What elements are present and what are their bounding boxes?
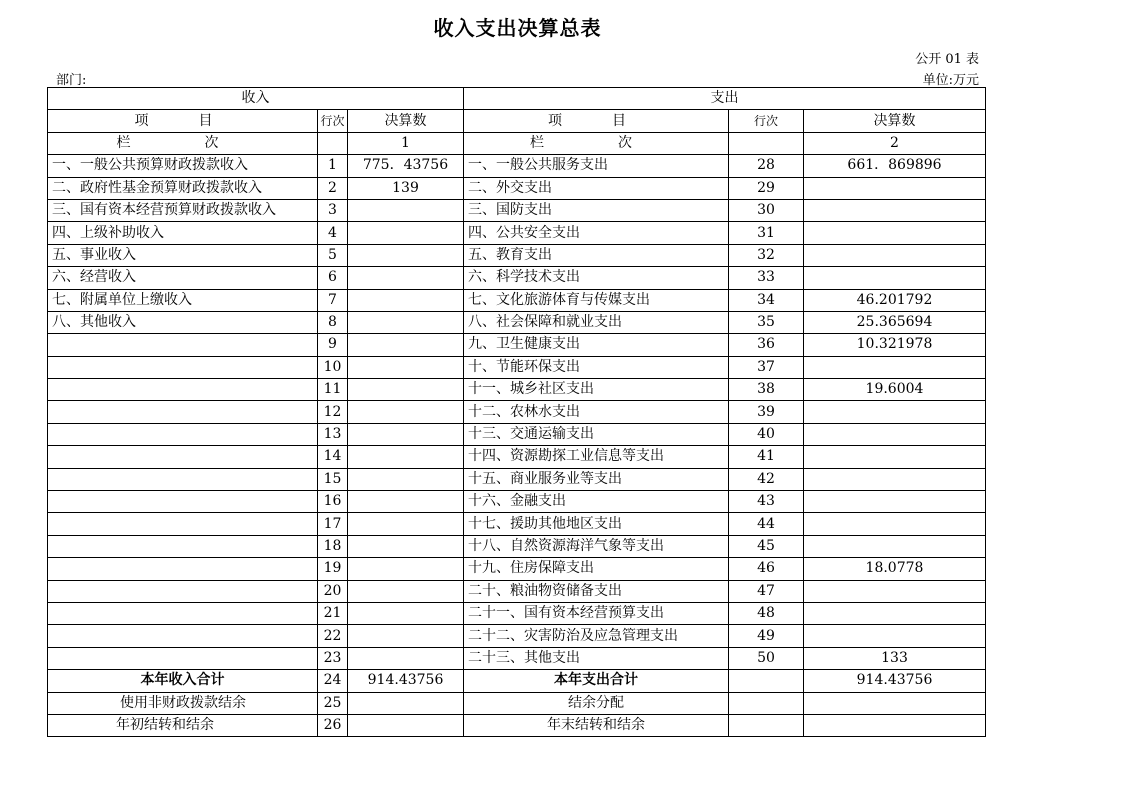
- income-amount: [348, 356, 464, 378]
- expense-amount: [804, 625, 986, 647]
- expense-amount: 18.0778: [804, 558, 986, 580]
- income-row-no: 17: [318, 513, 348, 535]
- table-row: [48, 491, 986, 513]
- expense-amount: 46.201792: [804, 289, 986, 311]
- income-row-no: 18: [318, 535, 348, 557]
- table-row: [48, 199, 986, 221]
- expense-item: 二十二、灾害防治及应急管理支出: [464, 625, 729, 647]
- income-row-no: 2: [318, 177, 348, 199]
- income-item: [48, 580, 318, 602]
- expense-amount: 133: [804, 647, 986, 669]
- income-item: 三、国有资本经营预算财政拨款收入: [48, 199, 318, 221]
- expense-row-no: 42: [729, 468, 804, 490]
- income-total-label: 本年收入合计: [48, 670, 318, 692]
- income-row-no: 26: [318, 714, 348, 736]
- footer-row: [48, 714, 986, 736]
- income-amount: [348, 401, 464, 423]
- expense-row-no: 44: [729, 513, 804, 535]
- expense-column-number: 2: [804, 132, 986, 154]
- income-row-no: 22: [318, 625, 348, 647]
- expense-amount: [804, 535, 986, 557]
- expense-item: 十二、农林水支出: [464, 401, 729, 423]
- income-item: 一、一般公共预算财政拨款收入: [48, 155, 318, 177]
- table-row: [48, 423, 986, 445]
- expense-amount: [804, 692, 986, 714]
- form-number: 公开 01 表: [915, 52, 979, 67]
- income-amount: [348, 625, 464, 647]
- income-amount: [348, 244, 464, 266]
- table-row: [48, 513, 986, 535]
- income-total-row-no: 24: [318, 670, 348, 692]
- expense-row-no: 49: [729, 625, 804, 647]
- income-amount: [348, 334, 464, 356]
- column-index-row: [48, 132, 986, 154]
- income-amount: [348, 647, 464, 669]
- income-item: [48, 401, 318, 423]
- income-item: [48, 647, 318, 669]
- income-row-no: 4: [318, 222, 348, 244]
- income-item: 八、其他收入: [48, 311, 318, 333]
- income-amount: [348, 311, 464, 333]
- expense-item-header: 项 目: [464, 110, 729, 132]
- expense-item: 十五、商业服务业等支出: [464, 468, 729, 490]
- income-row-no: 14: [318, 446, 348, 468]
- expense-item: 十、节能环保支出: [464, 356, 729, 378]
- table-row: [48, 580, 986, 602]
- expense-amount: [804, 401, 986, 423]
- expense-item: 十九、住房保障支出: [464, 558, 729, 580]
- table-row: [48, 558, 986, 580]
- table-row: [48, 155, 986, 177]
- expense-section-header: 支出: [464, 88, 986, 110]
- expense-amount: [804, 423, 986, 445]
- totals-row: [48, 670, 986, 692]
- income-item: [48, 379, 318, 401]
- expense-row-no-header: 行次: [729, 110, 804, 132]
- expense-item: 十六、金融支出: [464, 491, 729, 513]
- table-row: [48, 647, 986, 669]
- table-row: [48, 222, 986, 244]
- expense-item: 九、卫生健康支出: [464, 334, 729, 356]
- income-row-no: 3: [318, 199, 348, 221]
- income-item: [48, 513, 318, 535]
- expense-row-no: 43: [729, 491, 804, 513]
- income-section-header: 收入: [48, 88, 464, 110]
- income-amount: 139: [348, 177, 464, 199]
- income-amount: [348, 535, 464, 557]
- expense-amount: [804, 222, 986, 244]
- expense-item: 三、国防支出: [464, 199, 729, 221]
- table-row: [48, 625, 986, 647]
- table-footer: [48, 670, 986, 737]
- table-row: [48, 356, 986, 378]
- income-amount: [348, 423, 464, 445]
- table-row: [48, 379, 986, 401]
- income-row-no: 7: [318, 289, 348, 311]
- expense-amount: [804, 602, 986, 624]
- income-item: 四、上级补助收入: [48, 222, 318, 244]
- expense-amount: [804, 356, 986, 378]
- expense-row-no: 46: [729, 558, 804, 580]
- income-row-no: 15: [318, 468, 348, 490]
- expense-item: 四、公共安全支出: [464, 222, 729, 244]
- table-row: [48, 177, 986, 199]
- income-row-no: 9: [318, 334, 348, 356]
- expense-row-no: 40: [729, 423, 804, 445]
- expense-item: 十四、资源勘探工业信息等支出: [464, 446, 729, 468]
- expense-row-no: 50: [729, 647, 804, 669]
- income-row-no: 11: [318, 379, 348, 401]
- expense-amount: [804, 491, 986, 513]
- income-amount: [348, 199, 464, 221]
- expense-amount: 19.6004: [804, 379, 986, 401]
- income-amount: [348, 222, 464, 244]
- expense-amount: [804, 580, 986, 602]
- page-title: 收入支出决算总表: [433, 16, 602, 40]
- expense-item: 二、外交支出: [464, 177, 729, 199]
- income-item: [48, 334, 318, 356]
- income-item: [48, 446, 318, 468]
- income-row-no-header: 行次: [318, 110, 348, 132]
- empty-cell: [318, 132, 348, 154]
- expense-item: 二十、粮油物资储备支出: [464, 580, 729, 602]
- expense-row-no: 32: [729, 244, 804, 266]
- table-row: [48, 267, 986, 289]
- table-row: [48, 602, 986, 624]
- table-row: [48, 401, 986, 423]
- expense-total-row-no: [729, 670, 804, 692]
- expense-item: 十八、自然资源海洋气象等支出: [464, 535, 729, 557]
- expense-item: 十七、援助其他地区支出: [464, 513, 729, 535]
- expense-row-no: 47: [729, 580, 804, 602]
- income-amount: [348, 513, 464, 535]
- expense-amount: [804, 513, 986, 535]
- expense-row-no: 30: [729, 199, 804, 221]
- income-total-amount: 914.43756: [348, 670, 464, 692]
- income-column-label: 栏 次: [48, 132, 318, 154]
- table-row: [48, 289, 986, 311]
- income-item: [48, 625, 318, 647]
- income-amount: [348, 580, 464, 602]
- expense-row-no: 31: [729, 222, 804, 244]
- income-item: 使用非财政拨款结余: [48, 692, 318, 714]
- expense-item: 一、一般公共服务支出: [464, 155, 729, 177]
- expense-item: 五、教育支出: [464, 244, 729, 266]
- income-row-no: 12: [318, 401, 348, 423]
- income-row-no: 25: [318, 692, 348, 714]
- expense-item: 六、科学技术支出: [464, 267, 729, 289]
- expense-amount: [804, 267, 986, 289]
- income-item: [48, 535, 318, 557]
- table-row: [48, 311, 986, 333]
- income-amount-header: 决算数: [348, 110, 464, 132]
- income-row-no: 6: [318, 267, 348, 289]
- table-row: [48, 244, 986, 266]
- expense-amount: [804, 468, 986, 490]
- income-row-no: 10: [318, 356, 348, 378]
- income-row-no: 8: [318, 311, 348, 333]
- income-item: [48, 423, 318, 445]
- expense-amount: [804, 446, 986, 468]
- empty-cell: [729, 132, 804, 154]
- income-row-no: 5: [318, 244, 348, 266]
- footer-row: [48, 692, 986, 714]
- expense-row-no: 37: [729, 356, 804, 378]
- section-header-row: [48, 88, 986, 110]
- income-item: 七、附属单位上缴收入: [48, 289, 318, 311]
- income-amount: [348, 379, 464, 401]
- income-row-no: 13: [318, 423, 348, 445]
- table-body: [48, 155, 986, 670]
- expense-row-no: 38: [729, 379, 804, 401]
- income-item: 二、政府性基金预算财政拨款收入: [48, 177, 318, 199]
- income-item: [48, 558, 318, 580]
- income-amount: [348, 468, 464, 490]
- income-amount: [348, 491, 464, 513]
- income-amount: [348, 289, 464, 311]
- expense-item: 二十一、国有资本经营预算支出: [464, 602, 729, 624]
- income-amount: [348, 602, 464, 624]
- expense-column-label: 栏 次: [464, 132, 729, 154]
- department-label: 部门:: [56, 73, 87, 88]
- income-item: [48, 491, 318, 513]
- income-row-no: 20: [318, 580, 348, 602]
- income-row-no: 1: [318, 155, 348, 177]
- expense-row-no: 39: [729, 401, 804, 423]
- income-amount: [348, 714, 464, 736]
- income-amount: [348, 692, 464, 714]
- income-amount: [348, 267, 464, 289]
- column-header-row: [48, 110, 986, 132]
- expense-row-no: 29: [729, 177, 804, 199]
- expense-row-no: 34: [729, 289, 804, 311]
- income-item: 年初结转和结余: [48, 714, 318, 736]
- expense-amount: 10.321978: [804, 334, 986, 356]
- income-item: 五、事业收入: [48, 244, 318, 266]
- expense-row-no: 41: [729, 446, 804, 468]
- income-item: [48, 356, 318, 378]
- unit-label: 单位:万元: [922, 73, 979, 88]
- expense-row-no: 36: [729, 334, 804, 356]
- expense-total-amount: 914.43756: [804, 670, 986, 692]
- expense-item: 年末结转和结余: [464, 714, 729, 736]
- income-expense-table: [47, 87, 986, 737]
- income-amount: [348, 558, 464, 580]
- income-item-header: 项 目: [48, 110, 318, 132]
- income-item: [48, 602, 318, 624]
- expense-amount: [804, 199, 986, 221]
- income-item: 六、经营收入: [48, 267, 318, 289]
- expense-amount: 661．869896: [804, 155, 986, 177]
- expense-amount: [804, 177, 986, 199]
- expense-row-no: 48: [729, 602, 804, 624]
- income-item: [48, 468, 318, 490]
- income-column-number: 1: [348, 132, 464, 154]
- table-row: [48, 535, 986, 557]
- income-row-no: 16: [318, 491, 348, 513]
- expense-item: 七、文化旅游体育与传媒支出: [464, 289, 729, 311]
- expense-amount: 25.365694: [804, 311, 986, 333]
- table-row: [48, 446, 986, 468]
- expense-row-no: 28: [729, 155, 804, 177]
- table-row: [48, 468, 986, 490]
- expense-row-no: 35: [729, 311, 804, 333]
- expense-item: 十三、交通运输支出: [464, 423, 729, 445]
- income-row-no: 19: [318, 558, 348, 580]
- expense-row-no: [729, 714, 804, 736]
- expense-row-no: 45: [729, 535, 804, 557]
- expense-amount: [804, 244, 986, 266]
- income-row-no: 23: [318, 647, 348, 669]
- table-row: [48, 334, 986, 356]
- expense-row-no: 33: [729, 267, 804, 289]
- expense-amount: [804, 714, 986, 736]
- income-amount: 775．43756: [348, 155, 464, 177]
- income-row-no: 21: [318, 602, 348, 624]
- expense-item: 八、社会保障和就业支出: [464, 311, 729, 333]
- expense-item: 结余分配: [464, 692, 729, 714]
- expense-item: 十一、城乡社区支出: [464, 379, 729, 401]
- expense-total-label: 本年支出合计: [464, 670, 729, 692]
- expense-item: 二十三、其他支出: [464, 647, 729, 669]
- income-amount: [348, 446, 464, 468]
- expense-row-no: [729, 692, 804, 714]
- expense-amount-header: 决算数: [804, 110, 986, 132]
